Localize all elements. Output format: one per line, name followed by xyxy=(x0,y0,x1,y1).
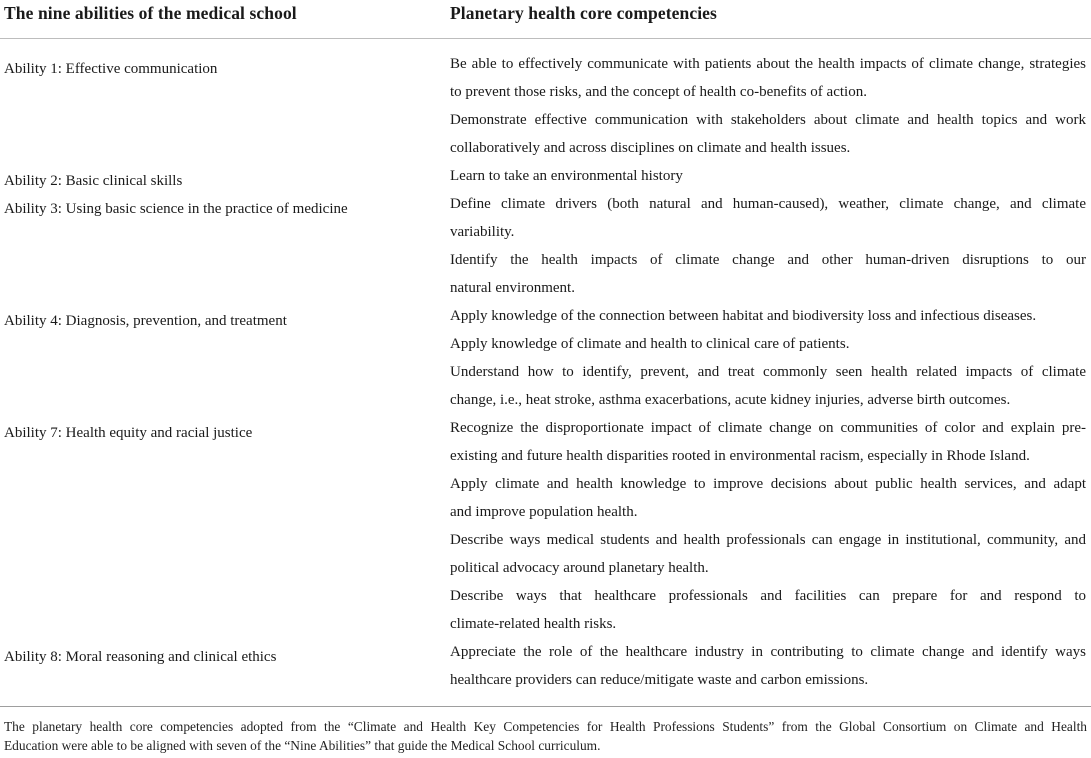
competency-line: Apply knowledge of the connection between habitat and biodiversity loss and infectious diseases. xyxy=(450,308,1037,324)
competency-item xyxy=(450,582,1086,638)
table-row xyxy=(0,190,1091,302)
competency-item xyxy=(450,526,1086,582)
competency-line: Be able to effectively communicate with patients about the health impacts of climate change, strategies xyxy=(450,56,1086,72)
table-body xyxy=(0,50,1091,694)
ability-cell: Ability 7: Health equity and racial justice xyxy=(4,425,253,441)
table-row xyxy=(0,638,1091,694)
competencies-cell xyxy=(450,190,1086,302)
table-bottom-rule xyxy=(0,706,1091,707)
competency-item xyxy=(450,414,1086,470)
footnote-line: Education were able to be aligned with seven of the “Nine Abilities” that guide the Medical School curriculum. xyxy=(4,738,601,753)
competency-item xyxy=(450,246,1086,302)
competency-line: Demonstrate effective communication with stakeholders about climate and health topics and work xyxy=(450,112,1086,128)
table-row xyxy=(0,50,1091,162)
competency-line: Describe ways that healthcare professionals and facilities can prepare for and respond to xyxy=(450,588,1086,604)
column-header-competencies: Planetary health core competencies xyxy=(450,3,717,23)
competency-line: Understand how to identify, prevent, and treat commonly seen health related impacts of climate xyxy=(450,364,1086,380)
competency-item xyxy=(450,50,1086,106)
competency-line: climate-related health risks. xyxy=(450,616,617,632)
competency-line: Define climate drivers (both natural and human-caused), weather, climate change, and climate xyxy=(450,196,1086,212)
competencies-cell xyxy=(450,414,1086,638)
competency-line: and improve population health. xyxy=(450,504,638,520)
competency-line: variability. xyxy=(450,224,515,240)
table-header xyxy=(0,0,1091,39)
competency-item xyxy=(450,470,1086,526)
competency-line: natural environment. xyxy=(450,280,575,296)
competency-line: Describe ways medical students and health professionals can engage in institutional, community, and xyxy=(450,532,1086,548)
ability-cell: Ability 1: Effective communication xyxy=(4,61,218,77)
competency-line: healthcare providers can reduce/mitigate waste and carbon emissions. xyxy=(450,672,869,688)
ability-cell: Ability 3: Using basic science in the practice of medicine xyxy=(4,201,348,217)
competency-line: change, i.e., heat stroke, asthma exacerbations, acute kidney injuries, adverse birth outcomes. xyxy=(450,392,1011,408)
competency-item xyxy=(450,106,1086,162)
ability-cell: Ability 8: Moral reasoning and clinical ethics xyxy=(4,649,277,665)
table-row xyxy=(0,302,1091,414)
competency-line: Appreciate the role of the healthcare industry in contributing to climate change and identify ways xyxy=(450,644,1086,660)
competency-line: existing and future health disparities rooted in environmental racism, especially in Rhode Island. xyxy=(450,448,1030,464)
competency-line: collaboratively and across disciplines on climate and health issues. xyxy=(450,140,851,156)
competency-line: to prevent those risks, and the concept of health co-benefits of action. xyxy=(450,84,867,100)
competencies-cell xyxy=(450,50,1086,162)
competency-line: political advocacy around planetary health. xyxy=(450,560,709,576)
competency-item xyxy=(450,162,1086,190)
competency-item xyxy=(450,638,1086,694)
competencies-cell xyxy=(450,162,1086,190)
ability-cell: Ability 2: Basic clinical skills xyxy=(4,173,183,189)
competency-line: Apply knowledge of climate and health to clinical care of patients. xyxy=(450,336,850,352)
competency-line: Identify the health impacts of climate change and other human-driven disruptions to our xyxy=(450,252,1086,268)
competency-item xyxy=(450,190,1086,246)
competency-item xyxy=(450,302,1086,330)
competencies-cell xyxy=(450,302,1086,414)
column-header-abilities: The nine abilities of the medical school xyxy=(4,3,297,23)
competency-item xyxy=(450,330,1086,358)
footnote-line: The planetary health core competencies adopted from the “Climate and Health Key Competencies for Health Professions Students” from the Global Consortium on Climate and Health xyxy=(4,719,1087,734)
table-row xyxy=(0,162,1091,190)
competency-line: Learn to take an environmental history xyxy=(450,168,683,184)
table-footnote xyxy=(4,717,1087,755)
ability-cell: Ability 4: Diagnosis, prevention, and treatment xyxy=(4,313,287,329)
competency-line: Apply climate and health knowledge to improve decisions about public health services, and adapt xyxy=(450,476,1086,492)
table-row xyxy=(0,414,1091,638)
competency-line: Recognize the disproportionate impact of climate change on communities of color and explain pre- xyxy=(450,420,1086,436)
competency-item xyxy=(450,358,1086,414)
competencies-cell xyxy=(450,638,1086,694)
